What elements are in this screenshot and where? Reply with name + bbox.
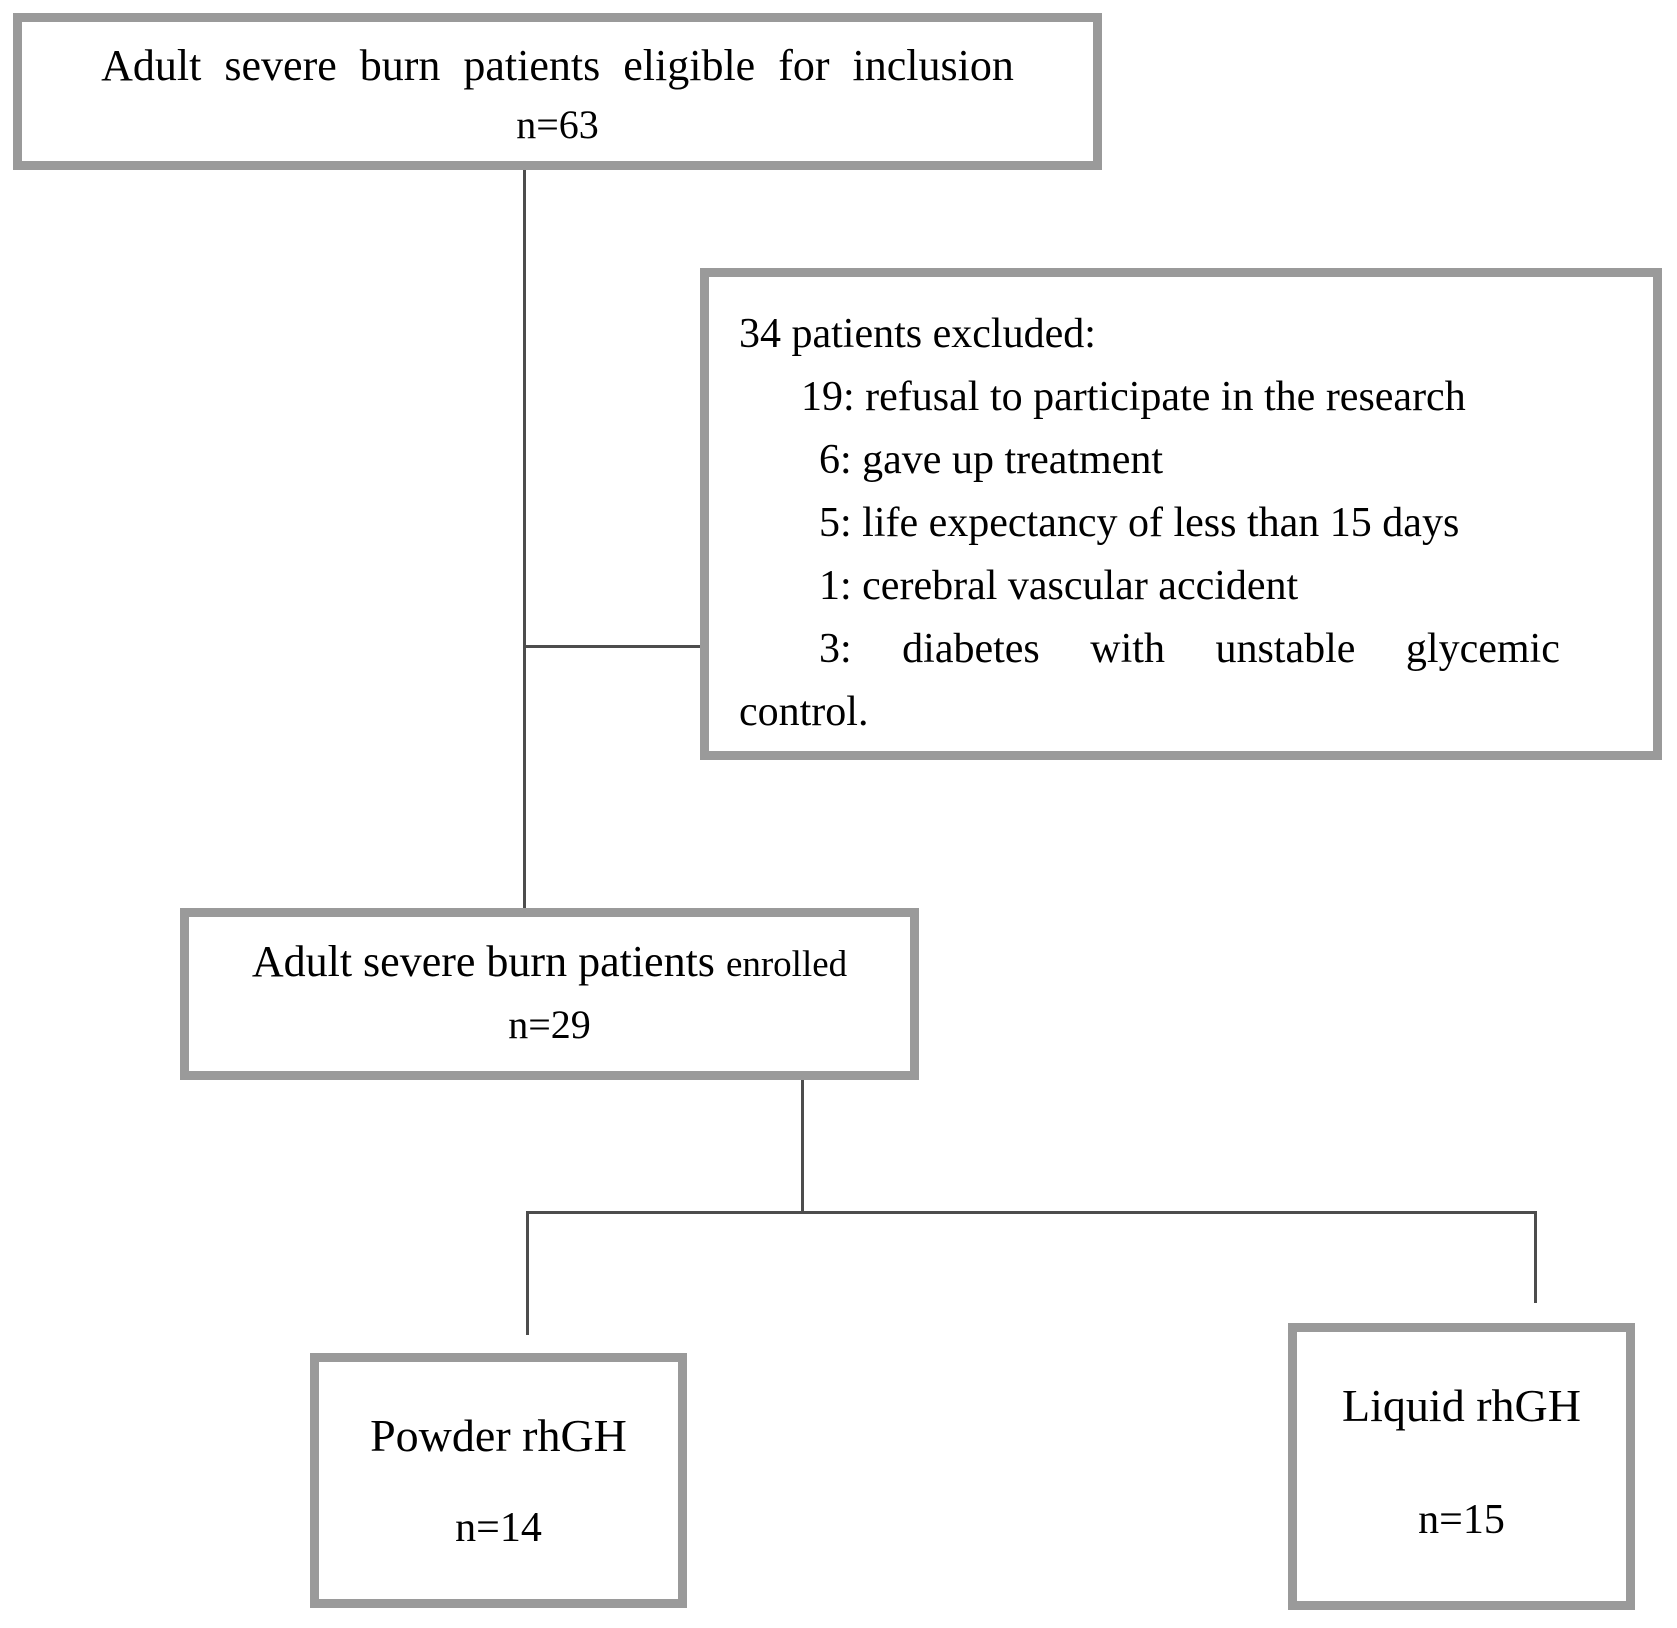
liquid-rhgh-box (1288, 1323, 1635, 1610)
liquid-box-title: Liquid rhGH (1342, 1380, 1581, 1431)
excluded-line: 1: cerebral vascular accident (819, 563, 1299, 609)
excluded-line: 34 patients excluded: (739, 311, 1096, 357)
branch-to-liquid-line (1534, 1211, 1537, 1303)
excluded-line: 3: diabetes with unstable glycemic (819, 626, 1560, 672)
powder-rhgh-box (310, 1353, 687, 1608)
eligible-box-count: n=63 (516, 102, 599, 147)
enrolled-box-title (189, 931, 910, 996)
connector-to-excluded-line (523, 645, 703, 648)
connector-eligible-to-enrolled-line (523, 170, 526, 908)
excluded-patients-box (700, 268, 1662, 760)
powder-box-count: n=14 (455, 1505, 542, 1551)
enrolled-patients-box (180, 908, 919, 1080)
excluded-line: 5: life expectancy of less than 15 days (819, 500, 1460, 546)
eligible-patients-box (13, 13, 1102, 170)
excluded-line: 19: refusal to participate in the research (801, 374, 1466, 420)
enrolled-box-title-main: Adult severe burn patients (251, 937, 726, 986)
branch-horizontal-line (526, 1211, 1537, 1214)
eligible-box-title: Adult severe burn patients eligible for inclusion (101, 41, 1014, 90)
branch-to-powder-line (526, 1211, 529, 1335)
connector-enrolled-to-branch-line (801, 1080, 804, 1212)
liquid-box-count: n=15 (1418, 1497, 1505, 1543)
excluded-line: control. (739, 689, 869, 735)
enrolled-box-title-suffix: enrolled (725, 944, 848, 985)
enrolled-box-count: n=29 (508, 1002, 591, 1047)
excluded-line: 6: gave up treatment (819, 437, 1164, 483)
powder-box-title: Powder rhGH (370, 1410, 627, 1461)
